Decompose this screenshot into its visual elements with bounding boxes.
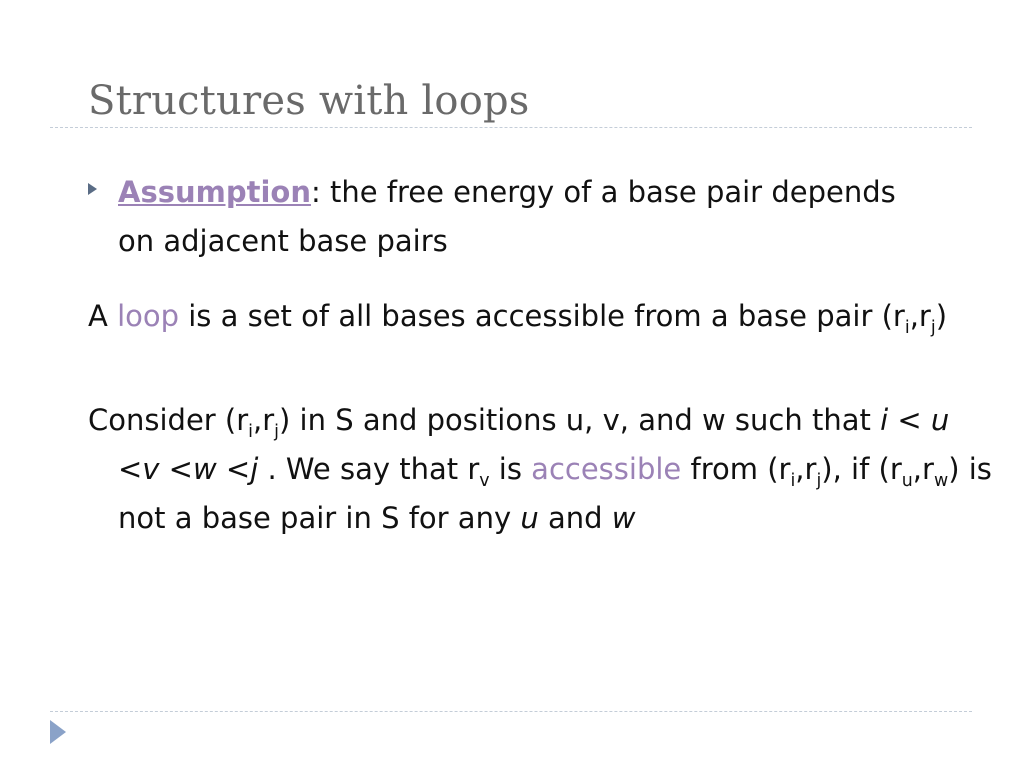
c-s3: v (479, 470, 490, 491)
c-s7: w (933, 470, 949, 491)
sub-j: j (930, 317, 936, 338)
c-s1: i (248, 421, 254, 442)
next-slide-icon[interactable] (50, 720, 66, 744)
c-t4: . We say that r (258, 452, 480, 486)
c-s5: j (816, 470, 822, 491)
accessible-definition (88, 396, 998, 543)
slide-title: Structures with loops (88, 78, 530, 124)
assumption-bullet (118, 168, 898, 266)
loop-term: loop (117, 299, 180, 333)
sub-i: i (904, 317, 910, 338)
assumption-text: : the free energy of a base pair depends on adjacent base pairs (118, 175, 896, 258)
c-t10: ) is not a base pair in S for any (118, 452, 992, 535)
title-divider (50, 127, 972, 128)
accessible-term: accessible (531, 452, 682, 486)
footer-divider (50, 711, 972, 712)
c-t1: Consider (r (88, 403, 249, 437)
loop-text: is a set of all bases accessible from a base pair (r (179, 299, 905, 333)
assumption-link[interactable]: Assumption (118, 175, 311, 209)
inequality: i < u <v <w <j (118, 403, 950, 486)
var-u: u (520, 501, 539, 535)
c-t3: ) in S and positions u, v, and w such that (279, 403, 881, 437)
c-t11: and (538, 501, 612, 535)
c-t6: from (r (681, 452, 791, 486)
c-s4: i (790, 470, 796, 491)
var-w: w (611, 501, 636, 535)
bullet-triangle-icon (88, 183, 97, 195)
c-t7: ,r (795, 452, 817, 486)
c-t5: is (489, 452, 532, 486)
loop-definition (88, 292, 998, 341)
c-s2: j (274, 421, 280, 442)
loop-comma: ,r (909, 299, 931, 333)
loop-pre: A (88, 299, 118, 333)
loop-close: ) (935, 299, 948, 333)
c-t9: ,r (912, 452, 934, 486)
c-t8: ), if (r (821, 452, 902, 486)
c-t2: ,r (253, 403, 275, 437)
c-s6: u (901, 470, 913, 491)
